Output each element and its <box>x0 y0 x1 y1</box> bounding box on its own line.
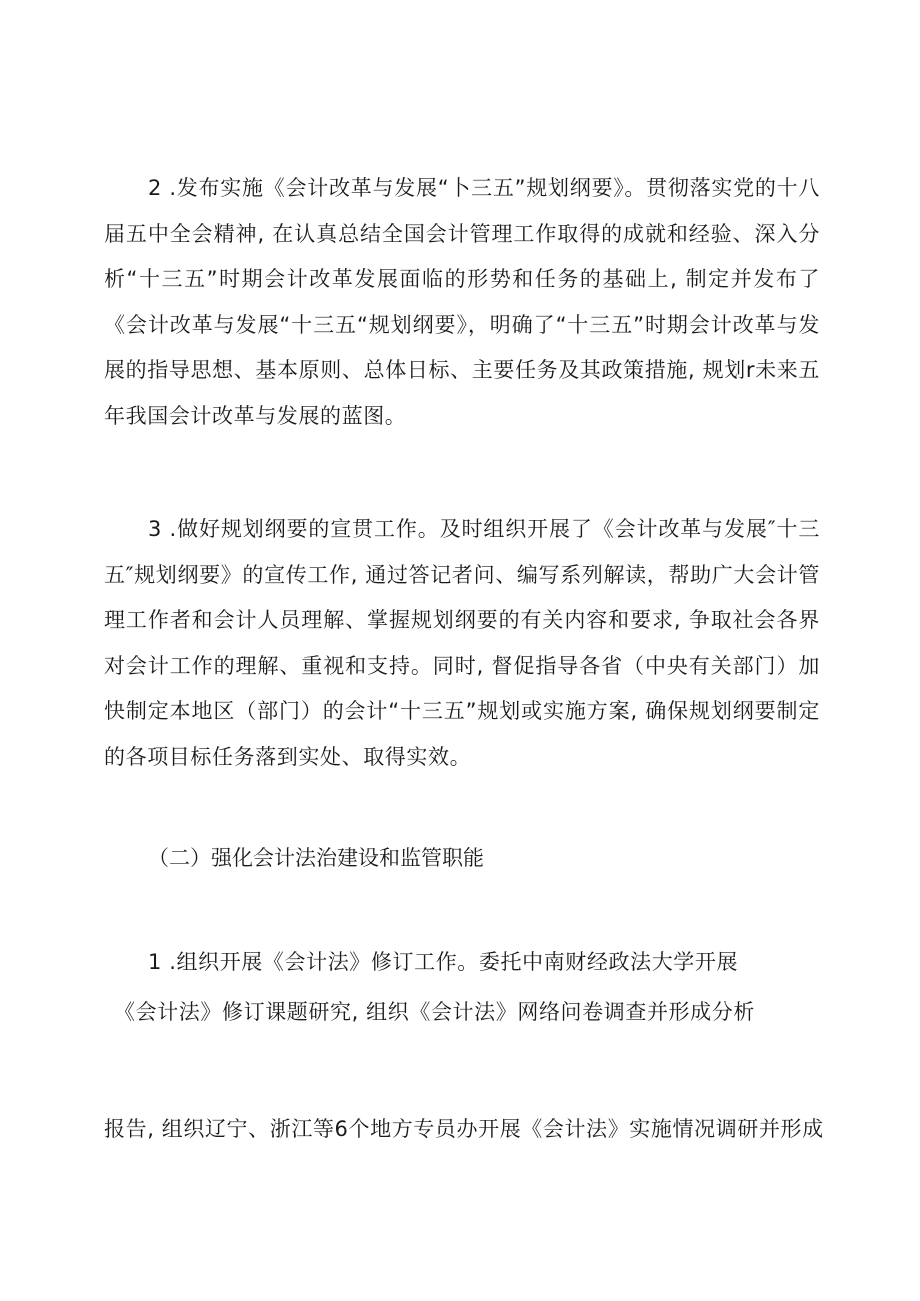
paragraph-promote-plan: 3 .做好规划纲要的宣贯工作。及时组织开展了《会计改革与发展″十三五″规划纲要》的宣传工作, 通过答记者问、编写系列解读，帮助广大会计管理工作者和会计人员理解、掌握规划纲要的有关内容和要求, 争取社会各界对会计工作的理解、重视和支持。同时, 督促指导各省（中央有关部门）加快制定本地区（部门）的会计“十三五”规划或实施方案, 确保规划纲要制定的各项目标任务落到实处、取得实效。 <box>104 517 820 769</box>
section-heading: （二）强化会计法治建设和监管职能 <box>148 846 484 870</box>
paragraph-publish-plan: 2 .发布实施《会计改革与发展“卜三五”规划纲要》。贯彻落实党的十八届五中全会精神, 在认真总结全国会计管理工作取得的成就和经验、深入分析“十三五”时期会计改革发展面临的形势和任务的基础上, 制定并发布了《会计改革与发展“十三五“规划纲要》，明确了“十三五”时期会计改革与发展的指导思想、基本原则、总体日标、主要任务及其政策措施, 规划r未来五年我国会计改革与发展的蓝图。 <box>104 176 820 428</box>
paragraph-accounting-law-line-2: 《会计法》修订课题研究, 组织《会计法》网络问卷调查并形成分析 <box>114 1000 755 1024</box>
paragraph-accounting-law-line-1: 1 .组织开展《会计法》修订工作。委托中南财经政法大学开展 <box>148 950 739 974</box>
paragraph-accounting-law-line-3: 报告, 组织辽宁、浙江等6个地方专员办开展《会计法》实施情况调研并形成 <box>104 1117 824 1141</box>
